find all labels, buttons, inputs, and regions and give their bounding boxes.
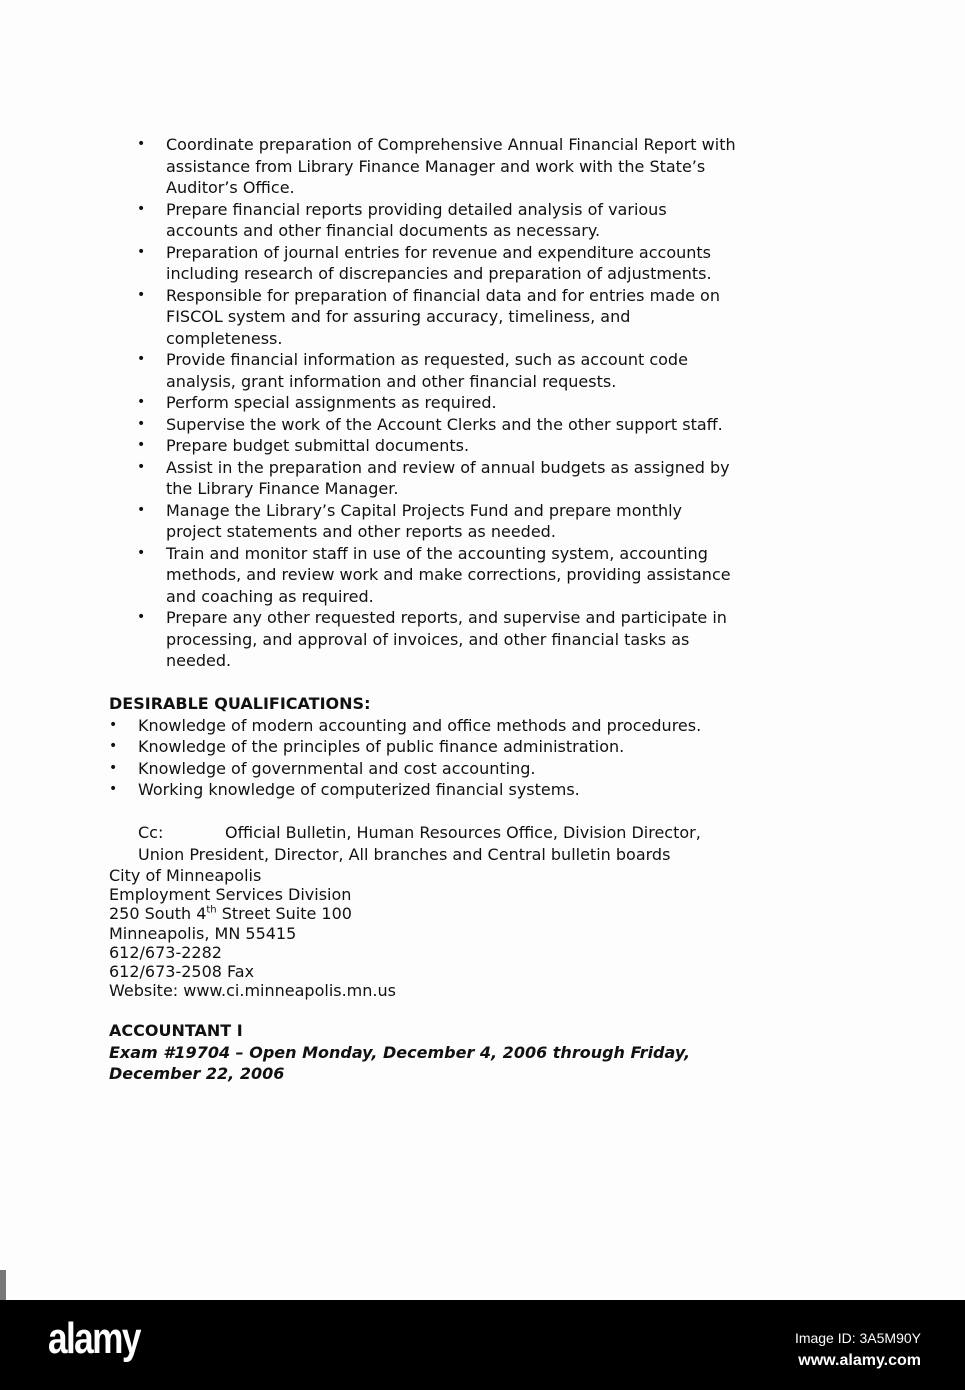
list-item-line: Assist in the preparation and review of annual budgets as assigned by: [166, 457, 730, 477]
cc-label: Cc:: [138, 823, 164, 842]
qualifications-section: [0, 693, 965, 801]
list-item: [0, 414, 965, 436]
list-item: [0, 736, 965, 758]
job-title: ACCOUNTANT I: [109, 1021, 243, 1040]
list-item-line: Prepare budget submittal documents.: [166, 436, 470, 455]
cc-section: [0, 822, 965, 865]
bullet-icon: •: [109, 759, 118, 776]
list-item-line: Knowledge of the principles of public finance administration.: [138, 737, 625, 756]
list-item: [0, 457, 965, 500]
list-item: [0, 779, 965, 801]
bullet-icon: •: [137, 501, 146, 518]
qualifications-list: [0, 715, 965, 801]
list-item-line: Train and monitor staff in use of the accounting system, accounting: [166, 543, 708, 563]
list-item-line: Preparation of journal entries for revenue and expenditure accounts: [166, 242, 712, 262]
cc-recipients-2: Union President, Director, All branches and Central bulletin boards: [138, 844, 671, 864]
bullet-icon: •: [137, 394, 146, 410]
exam-line-2: December 22, 2006: [109, 1064, 285, 1083]
bullet-icon: •: [137, 544, 146, 561]
list-item-line: assistance from Library Finance Manager and work with the State’s: [166, 156, 706, 176]
list-item-line: Responsible for preparation of financial data and for entries made on: [166, 285, 720, 305]
list-item-line: analysis, grant information and other financial requests.: [166, 371, 617, 391]
list-item-line: Prepare any other requested reports, and supervise and participate in: [166, 608, 727, 627]
list-item: [0, 349, 965, 392]
list-item-line: needed.: [166, 651, 232, 670]
bullet-icon: •: [109, 716, 118, 733]
watermark-site: www.alamy.com: [798, 1352, 921, 1369]
division-name: Employment Services Division: [109, 885, 352, 905]
image-id: Image ID: 3A5M90Y: [794, 1330, 921, 1346]
list-item-line: Manage the Library’s Capital Projects Fund and prepare monthly: [166, 500, 683, 520]
list-item: [0, 285, 965, 350]
fax: 612/673-2508 Fax: [109, 961, 255, 981]
bullet-icon: •: [137, 458, 146, 475]
duties-list: [0, 134, 965, 672]
list-item-line: Knowledge of modern accounting and office methods and procedures.: [138, 715, 702, 735]
list-item-line: the Library Finance Manager.: [166, 479, 399, 498]
website[interactable]: Website: www.ci.minneapolis.mn.us: [109, 981, 396, 1001]
list-item: [0, 607, 965, 672]
bullet-icon: •: [109, 738, 118, 754]
list-item: [0, 500, 965, 543]
list-item-line: Provide financial information as requested, such as account code: [166, 350, 688, 369]
bullet-icon: •: [137, 243, 146, 260]
list-item: [0, 435, 965, 457]
bullet-icon: •: [137, 609, 146, 625]
list-item-line: methods, and review work and make corrections, providing assistance: [166, 565, 731, 584]
list-item: [0, 715, 965, 737]
bullet-icon: •: [137, 351, 146, 367]
list-item-line: Working knowledge of computerized financial systems.: [138, 780, 580, 799]
list-item-line: completeness.: [166, 328, 283, 348]
street-number: 250 South 4: [109, 904, 207, 924]
list-item: [0, 392, 965, 414]
phone: 612/673-2282: [109, 942, 222, 962]
bullet-icon: •: [137, 415, 146, 432]
watermark-footer: [0, 1300, 965, 1390]
qualifications-heading: DESIRABLE QUALIFICATIONS:: [109, 694, 371, 713]
bullet-icon: •: [137, 286, 146, 303]
list-item: [0, 543, 965, 608]
contact-block: [0, 866, 965, 1000]
list-item: [0, 134, 965, 199]
list-item: [0, 199, 965, 242]
bullet-icon: •: [109, 781, 118, 797]
list-item-line: project statements and other reports as needed.: [166, 522, 556, 541]
exam-line-1: Exam #19704 – Open Monday, December 4, 2006 through Friday,: [109, 1042, 691, 1062]
cc-recipients-1: Official Bulletin, Human Resources Office, Division Director,: [225, 823, 701, 842]
list-item: [0, 758, 965, 780]
list-item-line: accounts and other financial documents as necessary.: [166, 221, 601, 240]
list-item-line: Supervise the work of the Account Clerks and the other support staff.: [166, 414, 723, 434]
list-item-line: Auditor’s Office.: [166, 178, 295, 197]
list-item-line: Prepare financial reports providing detailed analysis of various: [166, 199, 667, 219]
alamy-logo: alamy: [48, 1314, 140, 1363]
street-address: [0, 904, 965, 923]
list-item-line: Knowledge of governmental and cost accounting.: [138, 758, 536, 778]
bullet-icon: •: [137, 200, 146, 217]
scan-edge-mark: [0, 1270, 6, 1300]
list-item-line: Coordinate preparation of Comprehensive Annual Financial Report with: [166, 135, 736, 154]
street-suffix: th: [206, 905, 217, 917]
city-state-zip: Minneapolis, MN 55415: [109, 923, 297, 943]
bullet-icon: •: [137, 136, 146, 152]
street-name: Street Suite 100: [216, 904, 352, 924]
list-item-line: and coaching as required.: [166, 586, 374, 606]
list-item-line: including research of discrepancies and preparation of adjustments.: [166, 264, 712, 283]
list-item: [0, 242, 965, 285]
list-item-line: FISCOL system and for assuring accuracy, timeliness, and: [166, 307, 631, 326]
org-name: City of Minneapolis: [109, 866, 262, 885]
list-item-line: processing, and approval of invoices, and other financial tasks as: [166, 629, 690, 649]
bullet-icon: •: [137, 437, 146, 453]
list-item-line: Perform special assignments as required.: [166, 393, 497, 412]
job-section: [0, 1020, 965, 1085]
